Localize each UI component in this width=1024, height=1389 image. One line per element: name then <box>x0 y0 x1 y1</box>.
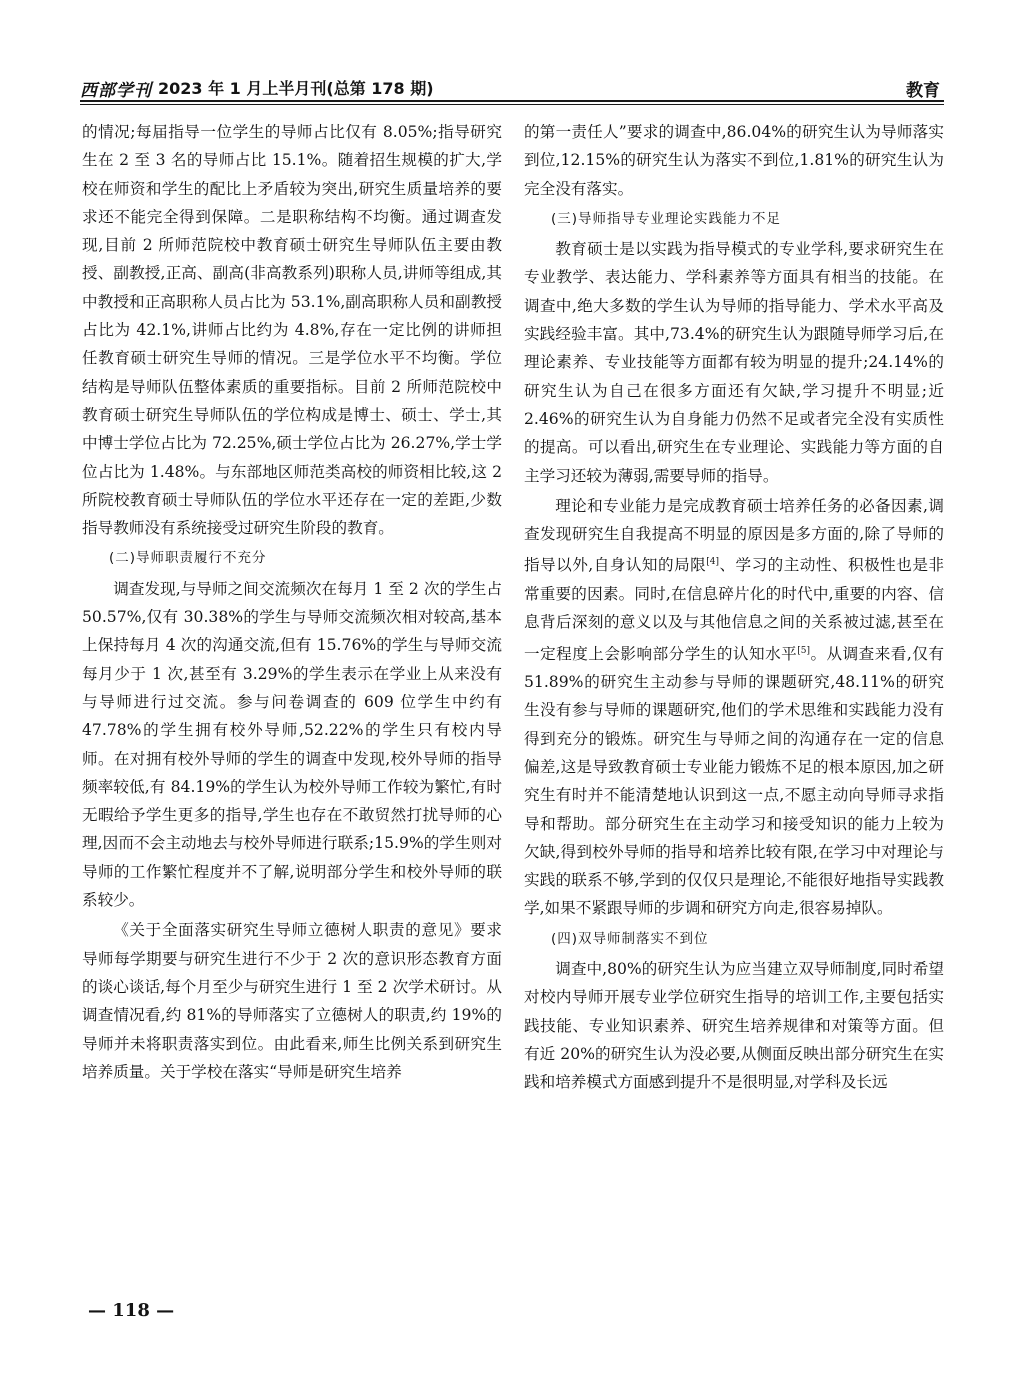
paragraph: 调查发现,与导师之间交流频次在每月 1 至 2 次的学生占 50.57%,仅有 30.38%的学生与导师交流频次相对较高,基本上保持每月 4 次的沟通交流,但有 15.76%的学生与导师交流每月少于 1 次,甚至有 3.29%的学生表示在学业上从来没有与导师进行过交流。参与问卷调查的 609 位学生中约有 47.78%的学生拥有校外导师,52.22%的学生只有校内导师。在对拥有校外导师的学生的调查中发现,校外导师的指导频率较低,有 84.19%的学生认为校外导师工作较为繁忙,有时无暇给予学生更多的指导,学生也存在不敢贸然打扰导师的心理,因而不会主动地去与校外导师进行联系;15.9%的学生则对导师的工作繁忙程度并不了解,说明部分学生和校外导师的联系较少。 <box>82 579 502 910</box>
header-rule-thin <box>80 104 944 105</box>
section-label: 教育 <box>906 81 940 101</box>
paragraph: 的第一责任人”要求的调查中,86.04%的研究生认为导师落实到位,12.15%的研究生认为落实不到位,1.81%的研究生认为完全没有落实。 <box>524 123 944 198</box>
header-rule-thick <box>80 100 944 102</box>
paragraph <box>524 492 944 923</box>
citation-ref[interactable]: [5] <box>797 645 810 656</box>
paragraph: 的情况;每届指导一位学生的导师占比仅有 8.05%;指导研究生在 2 至 3 名的导师占比 15.1%。随着招生规模的扩大,学校在师资和学生的配比上矛盾较为突出,研究生质量培养的要求还不能完全得到保障。二是职称结构不均衡。通过调查发现,目前 2 所师范院校中教育硕士研究生导师队伍主要由教授、副教授,正高、副高(非高教系列)职称人员,讲师等组成,其中教授和正高职称人员占比为 53.1%,副高职称人员和副教授占比为 42.1%,讲师占比约为 4.8%,存在一定比例的讲师担任教育硕士研究生导师的情况。三是学位水平不均衡。学位结构是导师队伍整体素质的重要指标。目前 2 所师范院校中教育硕士研究生导师队伍的学位构成是博士、硕士、学士,其中博士学位占比为 72.25%,硕士学位占比为 26.27%,学士学位占比为 1.48%。与东部地区师范类高校的师资相比较,这 2 所院校教育硕士导师队伍的学位水平还存在一定的差距,少数指导教师没有系统接受过研究生阶段的教育。 <box>82 123 502 538</box>
page-number: — 118 — <box>88 1300 175 1321</box>
section-heading: (三)导师指导专业理论实践能力不足 <box>551 210 782 227</box>
paragraph-text: 。从调查来看,仅有 51.89%的研究生主动参与导师的课题研究,48.11%的研究生没有参与导师的课题研究,他们的学术思维和实践能力没有得到充分的锻炼。研究生与导师之间的沟通存在一定的信息偏差,这是导致教育硕士专业能力锻炼不足的根本原因,加之研究生有时并不能清楚地认识到这一点,不愿主动向导师寻求指导和帮助。部分研究生在主动学习和接受知识的能力上较为欠缺,得到校外导师的指导和培养比较有限,在学习中对理论与实践的联系不够,学到的仅仅只是理论,不能很好地指导实践教学,如果不紧跟导师的步调和研究方向走,很容易掉队。 <box>524 644 944 918</box>
section-heading: (二)导师职责履行不充分 <box>109 550 267 567</box>
journal-logo: 西部学刊 <box>80 81 152 101</box>
section-heading: (四)双导师制落实不到位 <box>551 930 709 947</box>
citation-ref[interactable]: [4] <box>706 557 719 568</box>
paragraph-text: 理论和专业能力是完成教育硕士培养任务的必备因素,调查发现研究生自我提高不明显的原因是多方面的,除了导师的指导以外,自身认知的局限 <box>524 496 944 575</box>
left-column <box>82 118 502 1086</box>
paragraph: 教育硕士是以实践为指导模式的专业学科,要求研究生在专业教学、表达能力、学科素养等方面具有相当的技能。在调查中,绝大多数的学生认为导师的指导能力、学术水平高及实践经验丰富。其中,73.4%的研究生认为跟随导师学习后,在理论素养、专业技能等方面都有较为明显的提升;24.14%的研究生认为自己在很多方面还有欠缺,学习提升不明显;近 2.46%的研究生认为自身能力仍然不足或者完全没有实质性的提高。可以看出,研究生在专业理论、实践能力等方面的自主学习还较为薄弱,需要导师的指导。 <box>524 240 944 485</box>
paragraph: 调查中,80%的研究生认为应当建立双导师制度,同时希望对校内导师开展专业学位研究生指导的培训工作,主要包括实践技能、专业知识素养、研究生培养规律和对策等方面。但有近 20%的研究生认为没必要,从侧面反映出部分研究生在实践和培养模式方面感到提升不是很明显,对学科及长远 <box>524 959 944 1092</box>
right-column <box>524 118 944 1096</box>
paragraph: 《关于全面落实研究生导师立德树人职责的意见》要求导师每学期要与研究生进行不少于 2 次的意识形态教育方面的谈心谈话,每个月至少与研究生进行 1 至 2 次学术研讨。从调查情况看,约 81%的导师落实了立德树人的职责,约 19%的导师并未将职责落实到位。由此看来,师生比例关系到研究生培养质量。关于学校在落实“导师是研究生培养 <box>82 921 502 1081</box>
issue-info: 2023 年 1 月上半月刊(总第 178 期) <box>158 79 434 98</box>
paragraph-text: 、学习的主动性、积极性也是非常重要的因素。同时,在信息碎片化的时代中,重要的内容、信息背后深刻的意义以及与其他信息之间的关系被过滤,甚至在一定程度上会影响部分学生的认知水平 <box>524 556 944 663</box>
running-header <box>80 70 944 106</box>
